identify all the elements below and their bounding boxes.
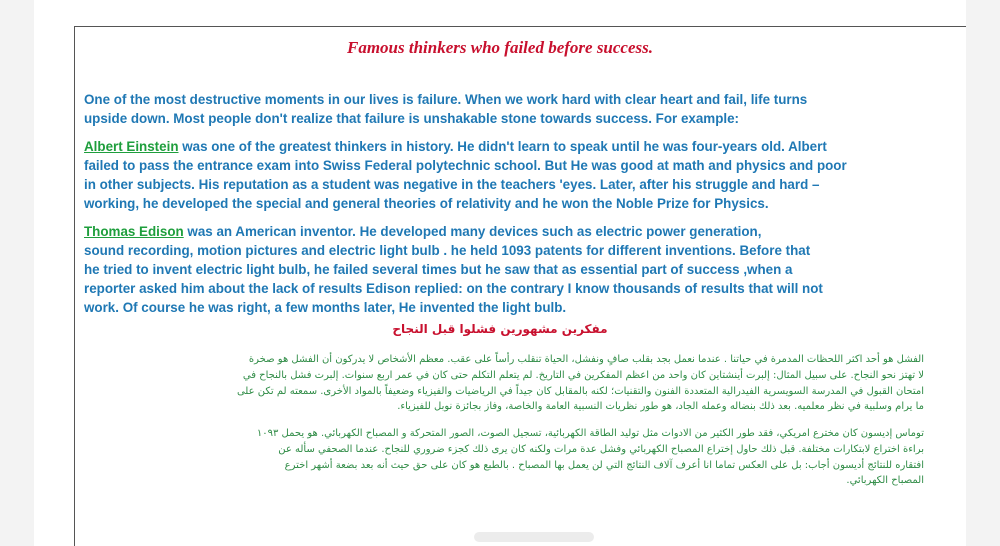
intro-paragraph (84, 90, 964, 128)
einstein-line: failed to pass the entrance exam into Swiss Federal polytechnic school. But He was good at math and physics and poor (84, 158, 847, 173)
edison-line: sound recording, motion pictures and electric light bulb . he held 1093 patents for different inventions. Before that (84, 243, 811, 258)
arabic-paragraph-1 (116, 352, 924, 415)
faded-watermark (474, 532, 594, 542)
edison-paragraph (84, 222, 964, 317)
arabic-line: براءة اختراع لابتكارات مختلفة. قبل ذلك حاول إختراع المصباح الكهربائي وفشل عدة مرات ولكنه كان يرى ذلك كجزء ضروري للنجاح. عندما الصحفي سأله عن (278, 443, 924, 455)
arabic-line: ما يرام وسلبية في نظر معلميه. بعد ذلك بنضاله وعمله الجاد، هو طور نظريات النسبية العامة والخاصة، وفاز بجائزة نوبل للفيزياء. (397, 401, 924, 413)
edison-line: he tried to invent electric light bulb, he failed several times but he saw that as essential part of success ,when a (84, 262, 793, 277)
intro-line: upside down. Most people don't realize that failure is unshakable stone towards success. For example: (84, 111, 740, 126)
arabic-line: المصباح الكهربائي. (846, 475, 924, 487)
arabic-line: توماس إديسون كان مخترع امريكي، فقد طور الكثير من الادوات مثل توليد الطاقة الكهربائية، تسجيل الصوت، الصور المتحركة و المصباح الكهربائي. هو يحمل ١٠٩٣ (256, 428, 924, 439)
einstein-line-text: was one of the greatest thinkers in history. He didn't learn to speak until he was four-years old. Albert (178, 139, 827, 154)
edison-line-text: was an American inventor. He developed many devices such as electric power generation, (183, 224, 762, 239)
intro-line: One of the most destructive moments in our lives is failure. When we work hard with clear heart and fail, life turns (84, 92, 808, 107)
edison-line: reporter asked him about the lack of results Edison replied: on the contrary I know thousands of results that will not (84, 281, 823, 296)
arabic-paragraph-2 (116, 426, 924, 489)
arabic-title: مفكرين مشهورين فشلوا قبل النجاح (392, 322, 608, 336)
einstein-name: Albert Einstein (84, 139, 179, 154)
edison-line (84, 222, 964, 241)
edison-line: work. Of course he was right, a few months later, He invented the light bulb. (84, 300, 567, 315)
document-page (34, 0, 966, 546)
arabic-line: الفشل هو أحد اكثر اللحظات المدمرة في حياتنا . عندما نعمل بجد بقلب صافٍ ونفشل، الحياة تنقلب رأساً على عقب. معظم الأشخاص لا يدركون أن الفشل هو صخرة (248, 354, 924, 365)
arabic-line: افتقاره للنتائج أديسون أجاب: بل على العكس تماما انا أعرف آلاف النتائج التي لن يعمل بها المصباح . بالطبع هو كان على حق حيث أنه بعد بضعة أشهر اخترع (284, 459, 924, 471)
document-title: Famous thinkers who failed before success. (346, 38, 654, 57)
einstein-line: in other subjects. His reputation as a student was negative in the teachers 'eyes. Later, after his struggle and hard – (84, 177, 820, 192)
einstein-line (84, 137, 964, 156)
einstein-paragraph (84, 137, 964, 213)
arabic-line: امتحان القبول في المدرسة السويسرية الفيدرالية المتعددة الفنون والتقنيات؛ لكنه بالمقابل كان جيداً في الرياضيات والفيزياء وضعيفاً بالمواد الأخرى. سمعته لم تكن على (236, 385, 924, 397)
arabic-line: لا تهتز نحو النجاح. على سبيل المثال: إلبرت أينشتاين كان واحد من اعظم المفكرين في التاريخ. لم يتعلم التكلم حتى كان في عمر اربع سنوات. إلبرت فشل بالنجاح في (242, 369, 924, 381)
einstein-line: working, he developed the special and general theories of relativity and he won the Noble Prize for Physics. (84, 196, 769, 211)
edison-name: Thomas Edison (84, 224, 184, 239)
